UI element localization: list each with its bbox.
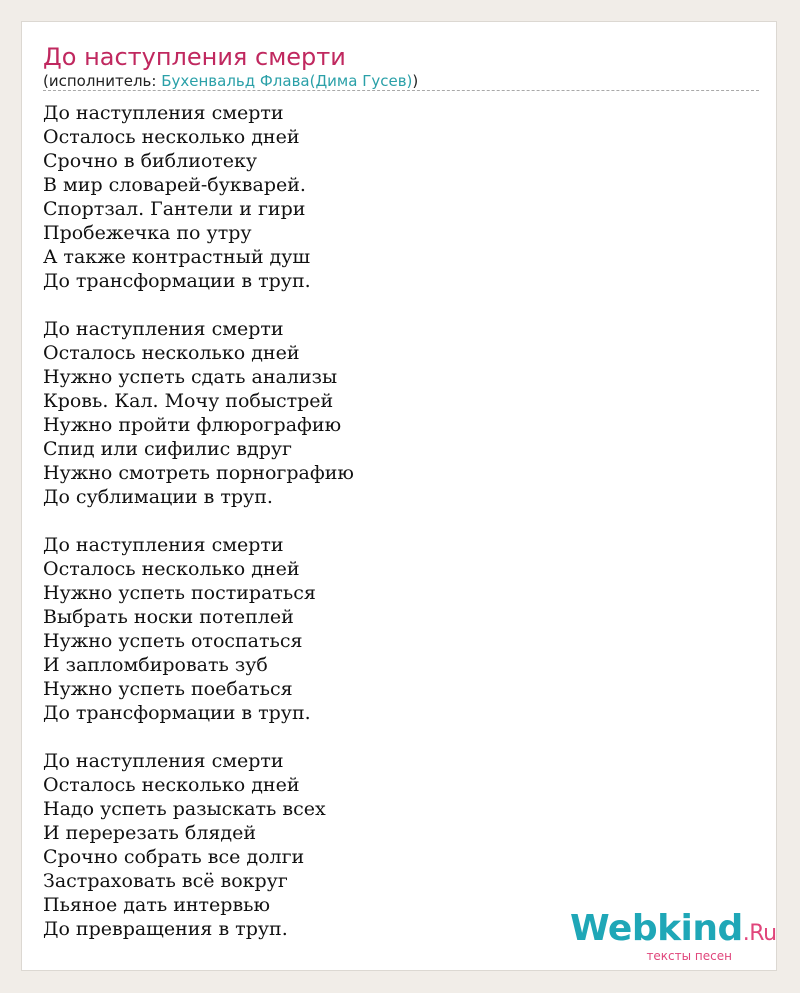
logo-main-text: Webkind (570, 908, 743, 949)
song-title: До наступления смерти (43, 43, 346, 71)
lyric-line: Осталось несколько дней (43, 126, 300, 148)
lyric-line: Осталось несколько дней (43, 342, 300, 364)
lyric-line: Срочно в библиотеку (43, 150, 258, 172)
lyric-line: Осталось несколько дней (43, 558, 300, 580)
lyric-line: Нужно успеть постираться (43, 582, 316, 604)
lyric-line: До наступления смерти (43, 102, 284, 124)
logo-suffix: .Ru (742, 921, 777, 946)
stanza (43, 317, 743, 509)
lyric-line: И запломбировать зуб (43, 654, 268, 676)
webkind-logo[interactable] (570, 908, 777, 964)
lyric-line: Пробежечка по утру (43, 222, 252, 244)
lyric-line: В мир словарей-букварей. (43, 174, 306, 196)
logo-tagline: тексты песен (646, 949, 732, 963)
lyric-line: До превращения в труп. (43, 918, 288, 940)
artist-prefix: (исполнитель: (43, 72, 162, 90)
lyric-line: Кровь. Кал. Мочу побыстрей (43, 390, 334, 412)
artist-suffix: ) (412, 72, 419, 90)
lyric-line: Пьяное дать интервью (43, 894, 271, 916)
lyrics-card (21, 21, 777, 971)
lyric-line: Срочно собрать все долги (43, 846, 305, 868)
lyric-line: Нужно успеть отоспаться (43, 630, 303, 652)
lyric-line: И перерезать блядей (43, 822, 257, 844)
stanza (43, 533, 743, 725)
lyric-line: До наступления смерти (43, 318, 284, 340)
logo-wordmark (570, 908, 777, 953)
lyric-line: До сублимации в труп. (43, 486, 273, 508)
lyric-line: Нужно успеть сдать анализы (43, 366, 338, 388)
lyric-line: Спид или сифилис вдруг (43, 438, 292, 460)
lyric-line: А также контрастный душ (43, 246, 311, 268)
lyric-line: Нужно смотреть порнографию (43, 462, 354, 484)
artist-link[interactable]: Бухенвальд Флава(Дима Гусев) (161, 72, 413, 90)
lyric-line: Выбрать носки потеплей (43, 606, 294, 628)
lyric-line: До трансформации в труп. (43, 702, 311, 724)
lyric-line: Нужно успеть поебаться (43, 678, 293, 700)
lyric-line: Спортзал. Гантели и гири (43, 198, 306, 220)
lyric-line: Нужно пройти флюрографию (43, 414, 342, 436)
lyric-line: До трансформации в труп. (43, 270, 311, 292)
lyric-line: Надо успеть разыскать всех (43, 798, 326, 820)
title-divider (43, 90, 759, 91)
stanza (43, 101, 743, 293)
lyrics-body (43, 101, 743, 965)
lyric-line: До наступления смерти (43, 750, 284, 772)
lyric-line: Осталось несколько дней (43, 774, 300, 796)
lyric-line: Застраховать всё вокруг (43, 870, 288, 892)
lyric-line: До наступления смерти (43, 534, 284, 556)
artist-line (43, 71, 418, 91)
